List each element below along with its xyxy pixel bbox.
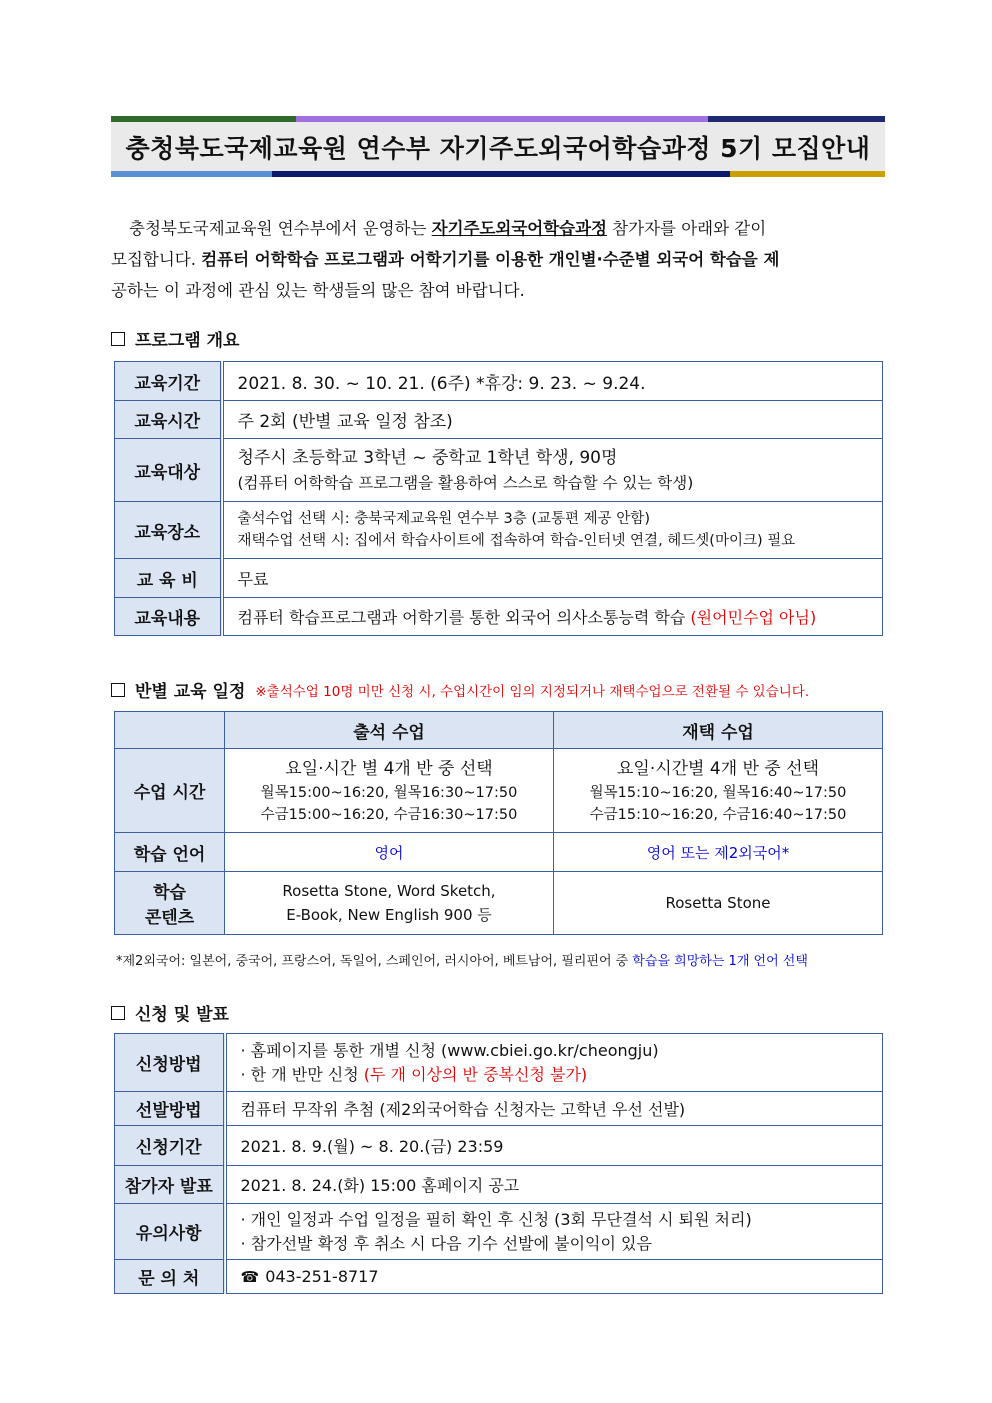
footnote-highlight: 학습을 희망하는 1개 언어 선택 bbox=[632, 954, 808, 969]
cell bbox=[225, 872, 554, 935]
intro-text: 참가자를 아래와 같이 bbox=[606, 219, 767, 238]
row-label: 교육장소 bbox=[115, 502, 222, 559]
table-row bbox=[115, 749, 883, 833]
bottom-bar-darknavy bbox=[272, 171, 730, 177]
row-value-text: 컴퓨터 학습프로그램과 어학기를 통한 외국어 의사소통능력 학습 bbox=[237, 608, 691, 627]
row-label: 교 육 비 bbox=[115, 559, 222, 598]
phone-icon: ☎ bbox=[240, 1268, 260, 1286]
cell-line: 수금15:10~16:20, 수금16:40~17:50 bbox=[589, 806, 847, 823]
row-label: 신청방법 bbox=[115, 1034, 225, 1092]
section-heading-schedule bbox=[111, 677, 809, 702]
cell bbox=[225, 749, 554, 833]
row-value bbox=[225, 1204, 883, 1260]
table-row bbox=[115, 1126, 883, 1166]
row-label: 문 의 처 bbox=[115, 1260, 225, 1294]
page-title: 충청북도국제교육원 연수부 자기주도외국어학습과정 5기 모집안내 bbox=[111, 122, 885, 171]
table-row bbox=[115, 1166, 883, 1204]
row-value-line: (컴퓨터 어학학습 프로그램을 활용하여 스스로 학습할 수 있는 학생) bbox=[237, 474, 694, 492]
phone-number: 043-251-8717 bbox=[265, 1267, 379, 1286]
table-row bbox=[115, 712, 883, 749]
cell-line: 수금15:00~16:20, 수금16:30~17:50 bbox=[260, 806, 518, 823]
course-name: 자기주도외국어학습과정 bbox=[431, 219, 607, 238]
section-title: 프로그램 개요 bbox=[135, 331, 240, 351]
row-value: 컴퓨터 무작위 추첨 (제2외국어학습 신청자는 고학년 우선 선발) bbox=[225, 1092, 883, 1126]
row-label: 교육내용 bbox=[115, 598, 222, 636]
row-label: 학습 언어 bbox=[115, 833, 225, 872]
row-value: 무료 bbox=[222, 559, 883, 598]
row-value bbox=[225, 1034, 883, 1092]
row-value-line: · 개인 일정과 수업 일정을 필히 확인 후 신청 (3회 무단결석 시 퇴원 처리) bbox=[240, 1209, 752, 1229]
cell-title: 요일·시간별 4개 반 중 선택 bbox=[616, 758, 820, 779]
row-value bbox=[222, 598, 883, 636]
row-value-warning: (두 개 이상의 반 중복신청 불가) bbox=[363, 1064, 588, 1084]
row-label bbox=[115, 872, 225, 935]
overview-table bbox=[114, 361, 883, 636]
column-header: 재택 수업 bbox=[554, 712, 883, 749]
row-value: 2021. 8. 9.(월) ~ 8. 20.(금) 23:59 bbox=[225, 1126, 883, 1166]
row-value-line: · 홈페이지를 통한 개별 신청 (www.cbiei.go.kr/cheongju) bbox=[240, 1040, 659, 1060]
row-label-line: 학습 bbox=[153, 883, 186, 903]
intro-bold-text: 컴퓨터 어학학습 프로그램과 어학기기를 이용한 개인별·수준별 외국어 학습을 제 bbox=[201, 250, 780, 269]
table-row bbox=[115, 401, 883, 439]
row-label: 교육대상 bbox=[115, 439, 222, 502]
schedule-note: ※출석수업 10명 미만 신청 시, 수업시간이 임의 지정되거나 재택수업으로 전환될 수 있습니다. bbox=[255, 683, 810, 700]
table-row bbox=[115, 502, 883, 559]
cell-line: 월목15:10~16:20, 월목16:40~17:50 bbox=[589, 784, 847, 801]
cell: 영어 bbox=[225, 833, 554, 872]
table-row bbox=[115, 1204, 883, 1260]
footnote bbox=[116, 950, 808, 969]
row-value: 주 2회 (반별 교육 일정 참조) bbox=[222, 401, 883, 439]
section-heading-application bbox=[111, 1000, 229, 1025]
intro-text: 모집합니다. bbox=[111, 250, 202, 269]
row-value: 2021. 8. 30. ~ 10. 21. (6주) *휴강: 9. 23. ~ 9.24. bbox=[222, 362, 883, 401]
section-title: 신청 및 발표 bbox=[135, 1005, 229, 1025]
row-value-line: 재택수업 선택 시: 집에서 학습사이트에 접속하여 학습-인터넷 연결, 헤드셋(마이크) 필요 bbox=[237, 533, 796, 549]
application-table bbox=[114, 1033, 883, 1294]
column-header: 출석 수업 bbox=[225, 712, 554, 749]
table-row bbox=[115, 439, 883, 502]
row-label: 수업 시간 bbox=[115, 749, 225, 833]
section-heading-overview bbox=[111, 326, 239, 351]
intro-text: 공하는 이 과정에 관심 있는 학생들의 많은 참여 바랍니다. bbox=[111, 281, 525, 300]
checkbox-icon bbox=[111, 332, 125, 346]
row-value-line: 출석수업 선택 시: 충북국제교육원 연수부 3층 (교통편 제공 안함) bbox=[237, 511, 650, 527]
checkbox-icon bbox=[111, 1006, 125, 1020]
cell-line: Rosetta Stone, Word Sketch, bbox=[282, 882, 496, 900]
row-value bbox=[222, 502, 883, 559]
table-row bbox=[115, 1034, 883, 1092]
row-value-text: · 한 개 반만 신청 bbox=[240, 1064, 364, 1084]
row-label: 신청기간 bbox=[115, 1126, 225, 1166]
schedule-table bbox=[114, 711, 883, 935]
bottom-bar-lightblue bbox=[111, 171, 272, 177]
row-label: 선발방법 bbox=[115, 1092, 225, 1126]
cell: 영어 또는 제2외국어* bbox=[554, 833, 883, 872]
bottom-bar-gold bbox=[730, 171, 885, 177]
table-row bbox=[115, 1260, 883, 1294]
checkbox-icon bbox=[111, 683, 125, 697]
row-value: 2021. 8. 24.(화) 15:00 홈페이지 공고 bbox=[225, 1166, 883, 1204]
row-label: 유의사항 bbox=[115, 1204, 225, 1260]
row-value bbox=[225, 1260, 883, 1294]
row-label-line: 콘텐츠 bbox=[144, 908, 195, 928]
row-value-line: · 참가선발 확정 후 취소 시 다음 기수 선발에 불이익이 있음 bbox=[240, 1233, 652, 1253]
cell-line: 월목15:00~16:20, 월목16:30~17:50 bbox=[260, 784, 518, 801]
row-value-warning: (원어민수업 아님) bbox=[690, 608, 817, 627]
cell bbox=[554, 749, 883, 833]
intro-text: 충청북도국제교육원 연수부에서 운영하는 bbox=[129, 219, 432, 238]
table-row bbox=[115, 1092, 883, 1126]
section-title: 반별 교육 일정 bbox=[135, 682, 246, 702]
cell: Rosetta Stone bbox=[554, 872, 883, 935]
intro-paragraph bbox=[111, 213, 885, 306]
row-value-line: 청주시 초등학교 3학년 ~ 중학교 1학년 학생, 90명 bbox=[237, 448, 618, 468]
table-row bbox=[115, 362, 883, 401]
row-value bbox=[222, 439, 883, 502]
cell-line: E-Book, New English 900 등 bbox=[286, 906, 492, 924]
header-empty bbox=[115, 712, 225, 749]
cell-title: 요일·시간 별 4개 반 중 선택 bbox=[285, 758, 493, 779]
table-row bbox=[115, 833, 883, 872]
row-label: 참가자 발표 bbox=[115, 1166, 225, 1204]
footnote-text: *제2외국어: 일본어, 중국어, 프랑스어, 독일어, 스페인어, 러시아어, 베트남어, 필리핀어 중 bbox=[116, 954, 633, 969]
table-row bbox=[115, 872, 883, 935]
row-label: 교육시간 bbox=[115, 401, 222, 439]
table-row bbox=[115, 559, 883, 598]
row-label: 교육기간 bbox=[115, 362, 222, 401]
table-row bbox=[115, 598, 883, 636]
